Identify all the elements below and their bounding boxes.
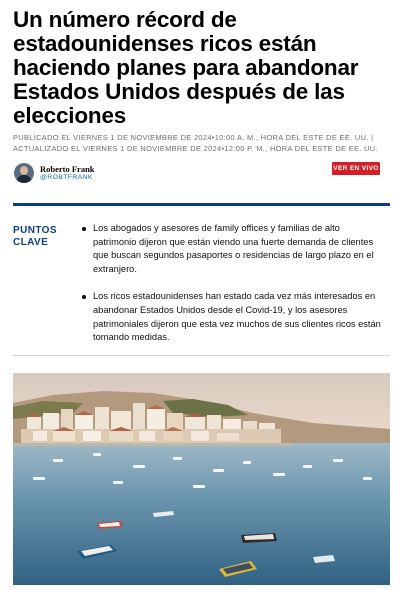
- article-dateline: [13, 133, 393, 154]
- bullet-dot: [82, 295, 86, 299]
- avatar-face: [20, 166, 28, 175]
- author-avatar[interactable]: [14, 163, 34, 183]
- key-point-item: [82, 222, 382, 276]
- updated-timestamp: ACTUALIZADO EL VIERNES 1 DE NOVIEMBRE DE 2024•12:00 P. M., HORA DEL ESTE DE EE. UU.: [13, 143, 378, 153]
- key-points-list: [82, 222, 382, 345]
- article-headline: Un número récord de estadounidenses ricos están haciendo planes para abandonar Estados Unidos después de las elecciones: [13, 7, 359, 128]
- bullet-dot: [82, 227, 86, 231]
- author-name-link[interactable]: Roberto Frank: [40, 164, 95, 174]
- author-twitter-handle[interactable]: @ROBTFRANK: [40, 174, 93, 181]
- harbor-town-photo: [13, 373, 390, 585]
- key-points-bottom-divider: [13, 355, 390, 356]
- article-hero-image[interactable]: [13, 373, 390, 585]
- avatar-shoulders: [16, 175, 32, 183]
- author-byline: [14, 163, 384, 187]
- key-point-text: Los ricos estadounidenses han estado cada vez más interesados en abandonar Estados Unidos desde el Covid-19, y los asesores patrimoniales dijeron que esta vez muchos de sus clientes ricos están tomando medidas.: [93, 291, 381, 343]
- key-point-item: [82, 290, 382, 344]
- key-points-label: PUNTOS CLAVE: [13, 225, 57, 248]
- key-points-top-rule: [13, 203, 390, 206]
- key-point-text: Los abogados y asesores de family offices y familias de alto patrimonio dijeron que están viendo una fuerte demanda de clientes que buscan segundos pasaportes o residencias de largo plazo en el extranjero.: [93, 223, 374, 274]
- watch-live-button[interactable]: VER EN VIVO: [332, 162, 380, 175]
- published-timestamp: PUBLICADO EL VIERNES 1 DE NOVIEMBRE DE 2024•10:00 A. M., HORA DEL ESTE DE EE. UU. |: [13, 133, 374, 142]
